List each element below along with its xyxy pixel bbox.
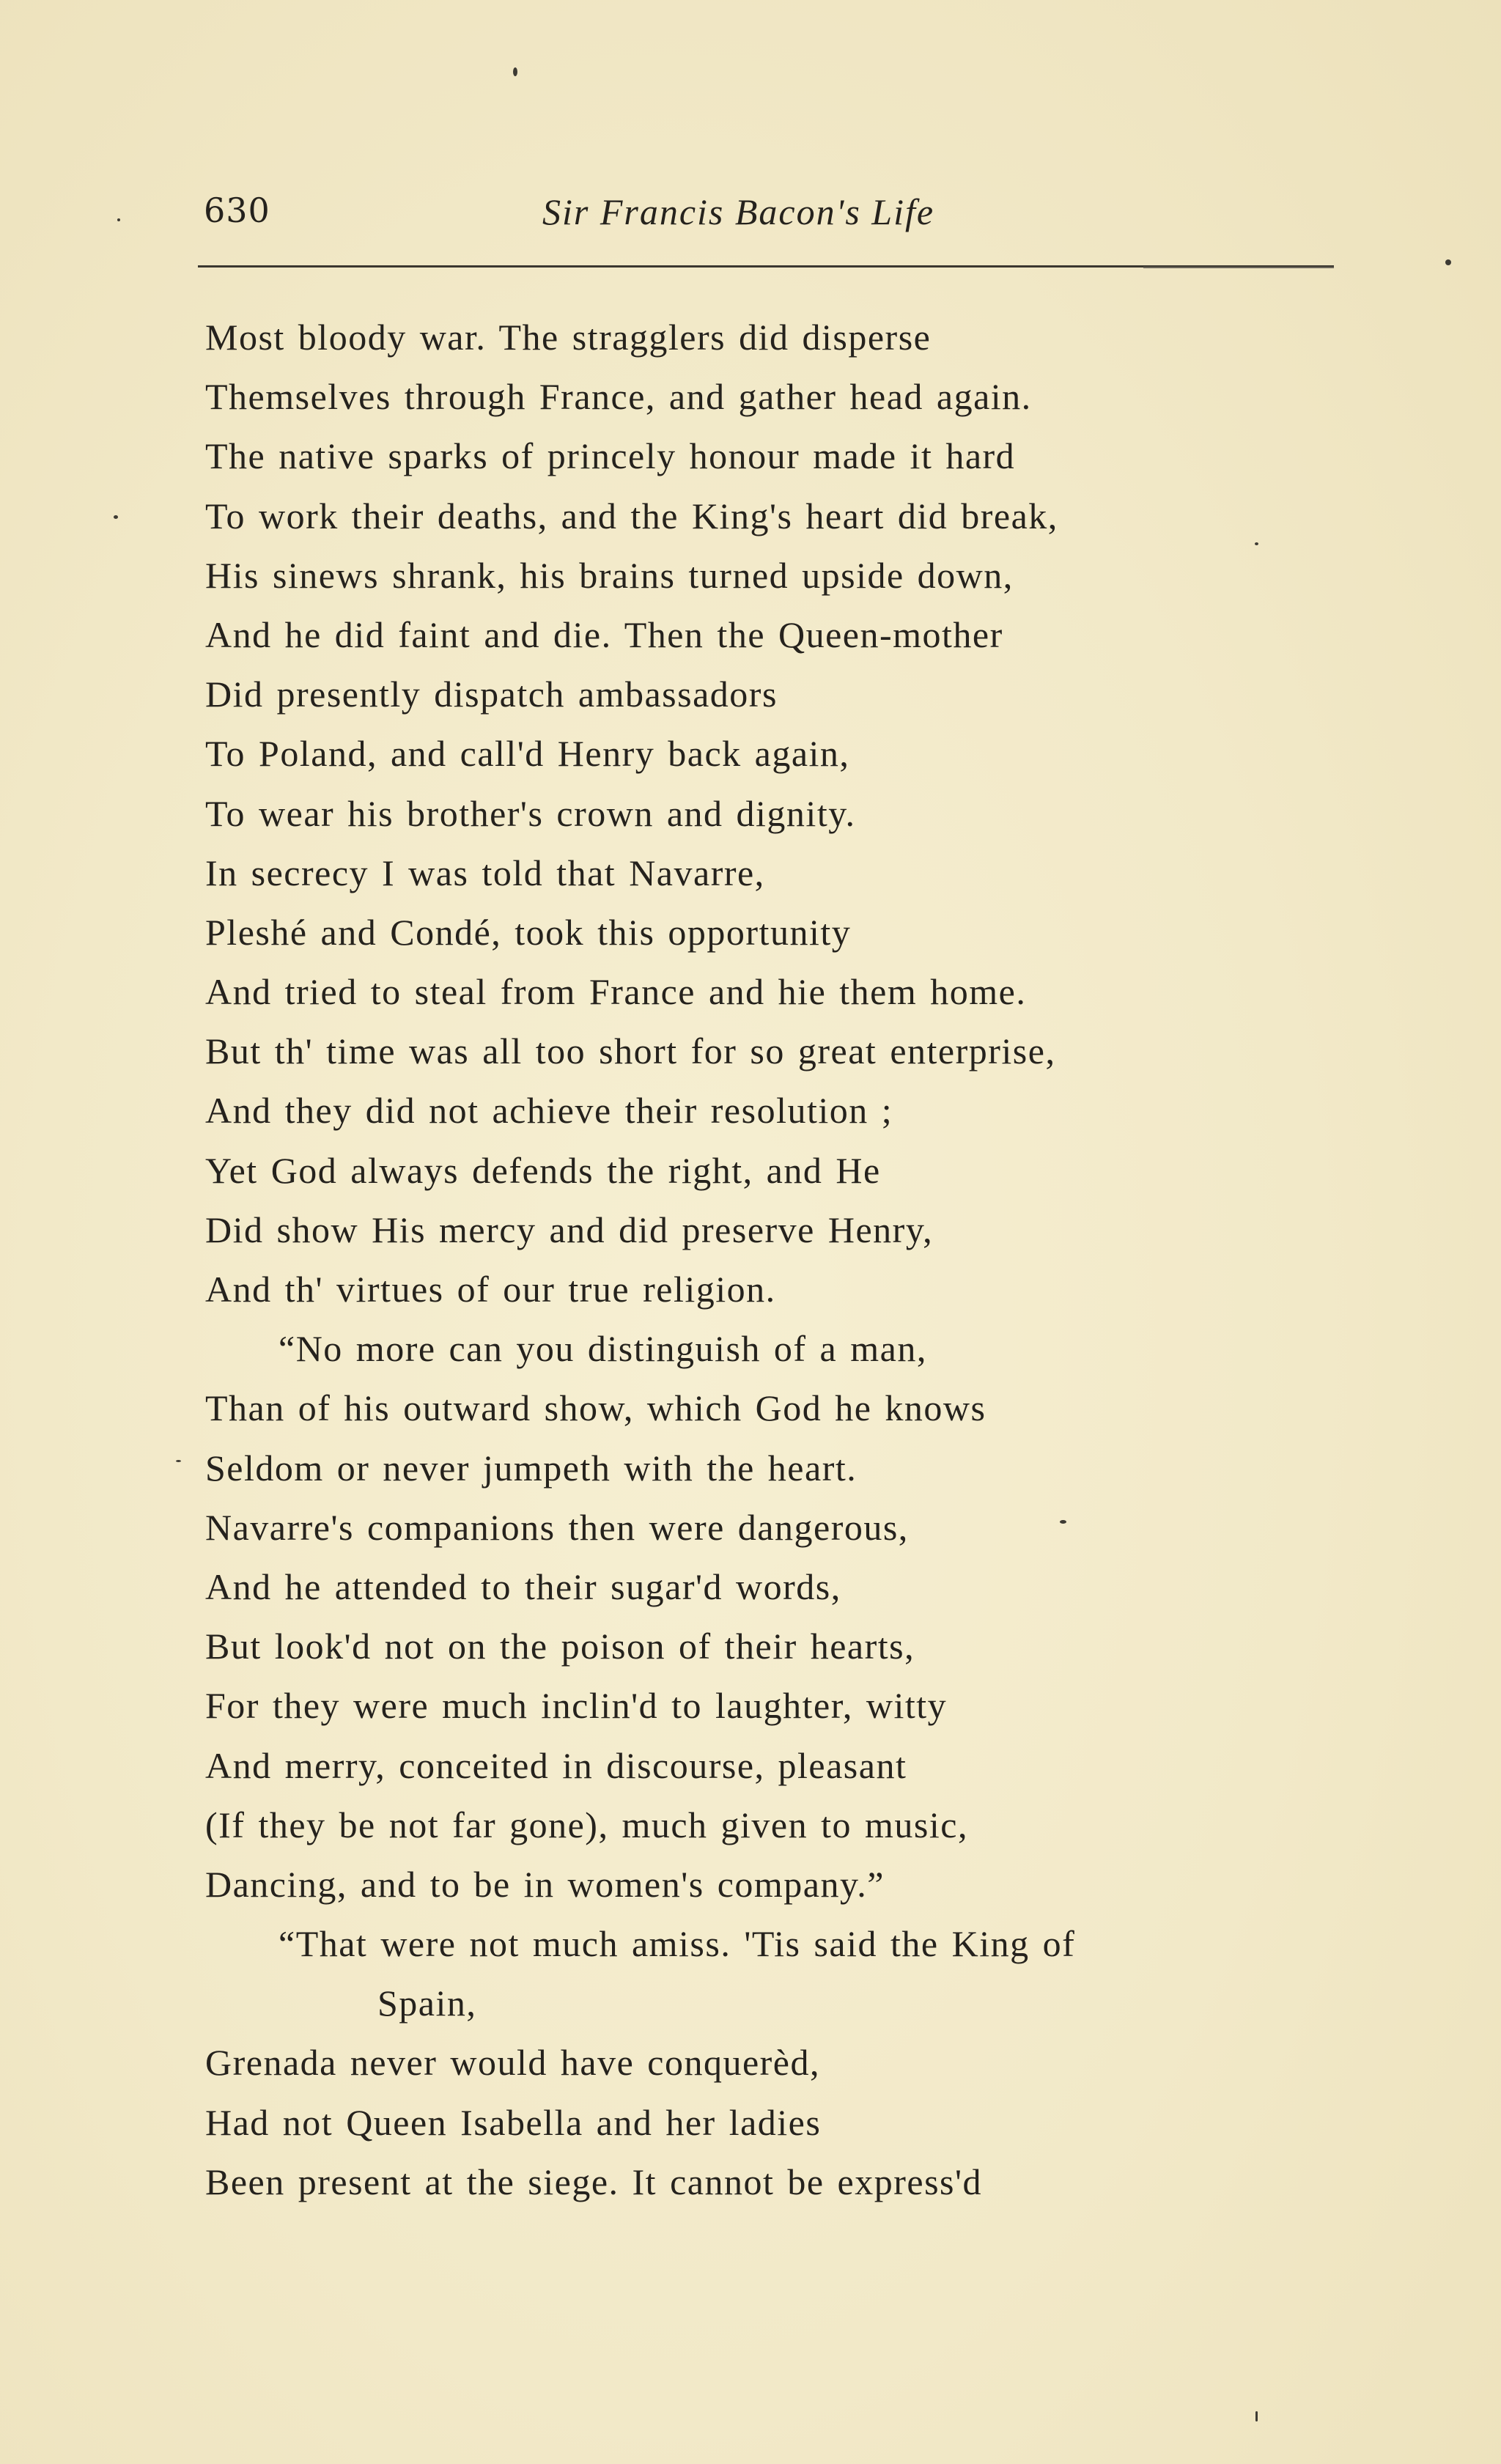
poem-line: (If they be not far gone), much given to music,	[205, 1804, 968, 1845]
poem-line: Themselves through France, and gather head again.	[205, 376, 1032, 418]
poem-line: And he attended to their sugar'd words,	[205, 1565, 841, 1607]
scan-speck	[1255, 2411, 1258, 2421]
poem-line: Dancing, and to be in women's company.”	[205, 1863, 885, 1905]
scan-speck	[1255, 542, 1258, 545]
scan-speck	[176, 1460, 181, 1462]
poem-line: In secrecy I was told that Navarre,	[205, 852, 765, 893]
poem-line: Been present at the siege. It cannot be express'd	[205, 2161, 982, 2202]
poem-line: Than of his outward show, which God he knows	[205, 1387, 986, 1429]
scan-speck	[513, 67, 517, 76]
poem-line: And they did not achieve their resolution ;	[205, 1090, 893, 1132]
poem-line: Yet God always defends the right, and He	[205, 1149, 881, 1191]
poem-line: To wear his brother's crown and dignity.	[205, 792, 856, 834]
scan-speck	[1445, 259, 1451, 265]
page-header	[0, 176, 1501, 249]
header-rule-extension	[1143, 267, 1334, 268]
poem-line: Did show His mercy and did preserve Henry,	[205, 1209, 934, 1250]
poem-line: And th' virtues of our true religion.	[205, 1269, 776, 1310]
poem-line: And tried to steal from France and hie them home.	[205, 971, 1027, 1013]
poem-line: Had not Queen Isabella and her ladies	[205, 2101, 822, 2143]
poem-line: To Poland, and call'd Henry back again,	[205, 733, 850, 775]
page-number: 630	[204, 191, 270, 230]
poem-line: And he did faint and die. Then the Queen-mother	[205, 613, 1003, 655]
running-title: Sir Francis Bacon's Life	[542, 191, 935, 232]
scan-speck	[1060, 1520, 1066, 1524]
scan-speck	[114, 515, 118, 519]
poem-line: “No more can you distinguish of a man,	[279, 1328, 927, 1370]
poem-line: Navarre's companions then were dangerous,	[205, 1506, 909, 1548]
scan-speck	[117, 218, 120, 221]
poem-line: But look'd not on the poison of their hearts,	[205, 1626, 915, 1667]
poem-line-turnover: Spain,	[377, 1982, 477, 2024]
poem-line: To work their deaths, and the King's heart did break,	[205, 495, 1058, 536]
poem-text	[205, 308, 1407, 2212]
poem-line: His sinews shrank, his brains turned upside down,	[205, 554, 1014, 596]
poem-line: Seldom or never jumpeth with the heart.	[205, 1447, 858, 1489]
poem-line: Pleshé and Condé, took this opportunity	[205, 911, 852, 953]
poem-line: For they were much inclin'd to laughter, witty	[205, 1685, 948, 1727]
poem-line: Most bloody war. The stragglers did disperse	[205, 317, 932, 358]
poem-line: But th' time was all too short for so great enterprise,	[205, 1030, 1056, 1072]
poem-line: “That were not much amiss. 'Tis said the King of	[279, 1923, 1076, 1965]
poem-line: And merry, conceited in discourse, pleasant	[205, 1744, 907, 1786]
poem-line: Grenada never would have conquerèd,	[205, 2042, 820, 2084]
poem-line: Did presently dispatch ambassadors	[205, 674, 778, 715]
poem-line: The native sparks of princely honour made it hard	[205, 435, 1016, 477]
